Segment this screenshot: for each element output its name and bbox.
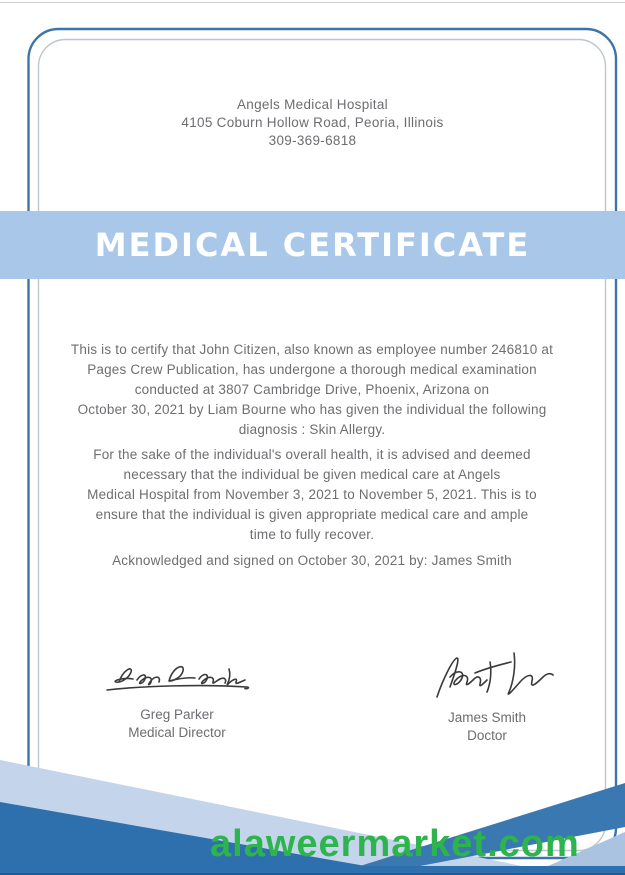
hospital-phone: 309-369-6818	[268, 133, 357, 148]
body-line: ensure that the individual is given appropriate medical care and ample	[95, 507, 529, 522]
hospital-letterhead	[0, 96, 625, 150]
body-line: This is to certify that John Citizen, also known as employee number 246810 at	[70, 342, 554, 357]
certificate-body	[62, 340, 562, 571]
body-paragraph-1	[62, 340, 562, 440]
watermark-text: alaweermarket.com	[210, 823, 580, 865]
hospital-name: Angels Medical Hospital	[237, 97, 388, 112]
signatory-title: Medical Director	[128, 725, 226, 740]
body-line: Pages Crew Publication, has undergone a thorough medical examination	[87, 362, 537, 377]
greg-parker-signature-icon	[97, 660, 257, 702]
signatory-name: James Smith	[447, 710, 527, 725]
body-line: time to fully recover.	[249, 527, 375, 542]
body-line: diagnosis : Skin Allergy.	[238, 422, 386, 437]
title-banner	[0, 211, 625, 279]
body-paragraph-2	[62, 445, 562, 545]
signatory-doctor	[397, 645, 577, 745]
signatory-medical-director	[87, 660, 267, 742]
body-line: Medical Hospital from November 3, 2021 to November 5, 2021. This is to	[87, 487, 537, 502]
james-smith-signature-icon	[417, 645, 557, 705]
body-line: For the sake of the individual's overall health, it is advised and deemed	[93, 447, 531, 462]
body-line: October 30, 2021 by Liam Bourne who has given the individual the following	[77, 402, 547, 417]
signatory-title: Doctor	[467, 728, 507, 743]
certificate-title: MEDICAL CERTIFICATE	[94, 226, 531, 264]
acknowledgement-line: Acknowledged and signed on October 30, 2021 by: James Smith	[112, 553, 512, 568]
body-line: conducted at 3807 Cambridge Drive, Phoenix, Arizona on	[134, 382, 490, 397]
hospital-address: 4105 Coburn Hollow Road, Peoria, Illinois	[181, 115, 444, 130]
body-line: necessary that the individual be given medical care at Angels	[123, 467, 501, 482]
signatory-name: Greg Parker	[140, 707, 214, 722]
